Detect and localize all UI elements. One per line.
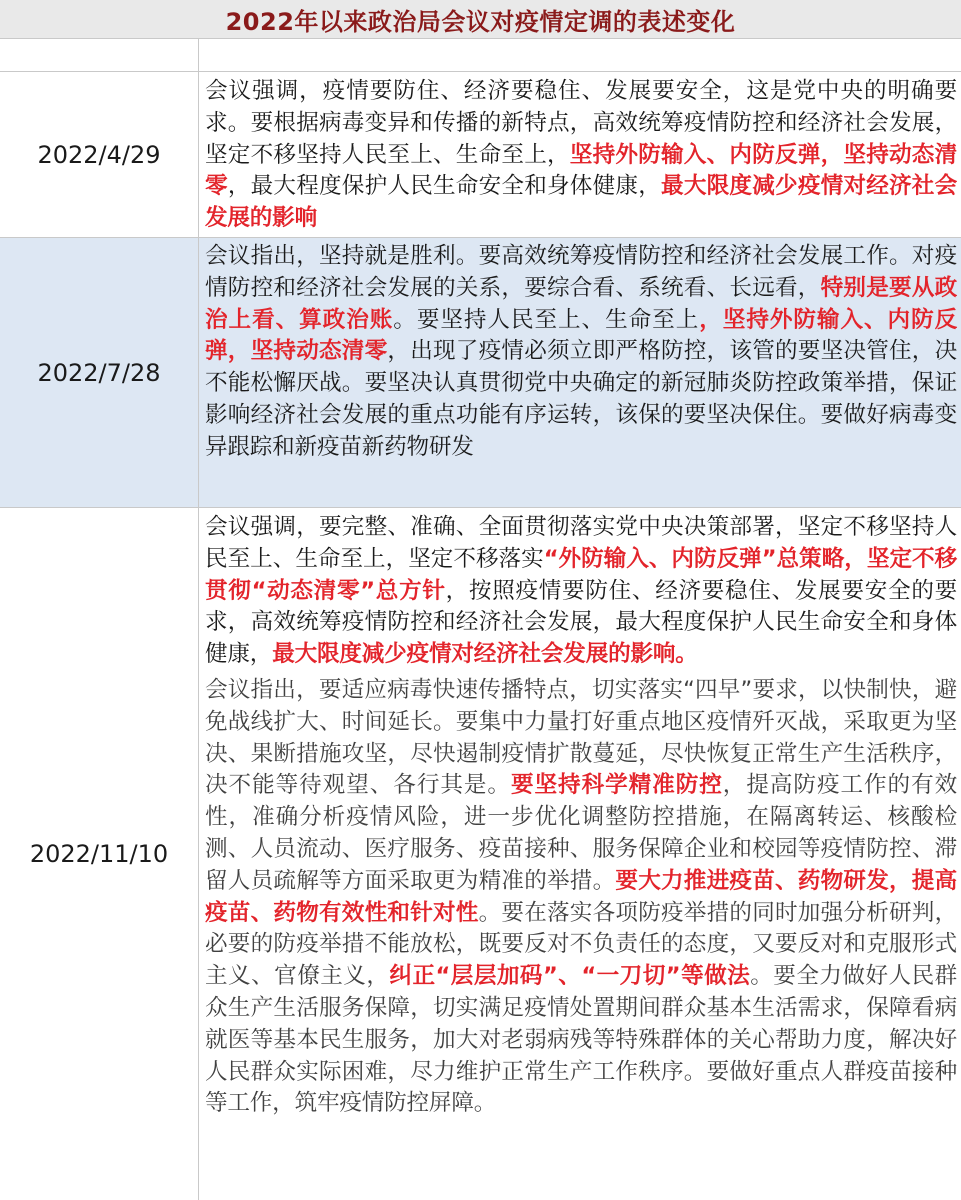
highlighted-text: 坚持外防输入、内防反弹，坚持动态清零 [205, 141, 957, 200]
highlighted-text: 纠正“层层加码”、“一刀切”等做法 [389, 963, 751, 990]
highlighted-text: 特别是要从政治上看、算政治账 [205, 274, 957, 333]
date-cell: 2022/7/28 [0, 238, 199, 507]
empty-row [0, 38, 961, 72]
content-cell [200, 72, 961, 237]
body-text: 会议指出，坚持就是胜利。要高效统筹疫情防控和经济社会发展工作。对疫情防控和经济社会发展的关系，要综合看、系统看、长远看， [205, 243, 957, 301]
body-text: ，按照疫情要防住、经济要稳住、发展要安全的要求，高效统筹疫情防控和经济社会发展，最大程度保护人民生命安全和身体健康， [205, 577, 957, 668]
content-cell [200, 238, 961, 507]
body-text: ，提高防疫工作的有效性，准确分析疫情风险，进一步优化调整防控措施，在隔离转运、核酸检测、人员流动、医疗服务、疫苗接种、服务保障企业和校园等疫情防控、滞留人员疏解等方面采取更为精准的举措。 [205, 772, 958, 894]
body-text: 。要全力做好人民群众生产生活服务保障，切实满足疫情处置期间群众基本生活需求，保障看病就医等基本民生服务，加大对老弱病残等特殊群体的关心帮助力度，解决好人民群众实际困难，尽力维护正常生产工作秩序。要做好重点人群疫苗接种等工作，筑牢疫情防控屏障。 [205, 963, 958, 1117]
content-paragraph [205, 241, 957, 464]
table-row [0, 72, 961, 238]
highlighted-text: 最大限度减少疫情对经济社会发展的影响。 [272, 641, 698, 668]
body-text: 会议指出，要适应病毒快速传播特点，切实落实“四早”要求，以快制快，避免战线扩大、时间延长。要集中力量打好重点地区疫情歼灭战，采取更为坚决、果断措施攻坚，尽快遏制疫情扩散蔓延，尽快恢复正常生产生活秩序，决不能等待观望、各行其是。 [205, 676, 957, 799]
body-text: ，最大程度保护人民生命安全和身体健康， [227, 173, 662, 200]
body-text: ，出现了疫情必须立即严格防控，该管的要坚决管住，决不能松懈厌战。要坚决认真贯彻党中央确定的新冠肺炎防控政策举措，保证影响经济社会发展的重点功能有序运转，该保的要坚决保住。要做好病毒变异跟踪和新疫苗新药物研发 [205, 338, 957, 460]
highlighted-text: 要坚持科学精准防控 [510, 772, 723, 799]
body-text: 会议强调，疫情要防住、经济要稳住、发展要安全，这是党中央的明确要求。要根据病毒变异和传播的新特点，高效统筹疫情防控和经济社会发展，坚定不移坚持人民至上、生命至上， [205, 78, 957, 168]
body-text: 。要在落实各项防疫举措的同时加强分析研判，必要的防疫举措不能放松，既要反对不负责任的态度，又要反对和克服形式主义、官僚主义， [205, 899, 957, 990]
body-text: 。要坚持人民至上、生命至上 [393, 306, 700, 333]
content-paragraph [205, 512, 957, 671]
table-row [0, 238, 961, 508]
highlighted-text: 要大力推进疫苗、药物研发，提高疫苗、药物有效性和针对性 [205, 867, 957, 926]
date-cell: 2022/11/10 [0, 508, 199, 1200]
highlighted-text: “外防输入、内防反弹”总策略，坚定不移贯彻“动态清零”总方针 [205, 545, 958, 604]
table-header [0, 0, 961, 39]
date-cell: 2022/4/29 [0, 72, 199, 237]
highlighted-text: ，坚持外防输入、内防反弹，坚持动态清零 [205, 306, 957, 365]
body-text: 会议强调，要完整、准确、全面贯彻落实党中央决策部署，坚定不移坚持人民至上、生命至上，坚定不移落实 [205, 514, 957, 572]
table-row [0, 508, 961, 1200]
table-title: 2022年以来政治局会议对疫情定调的表述变化 [225, 7, 736, 36]
content-cell [200, 508, 961, 1200]
content-paragraph [205, 76, 957, 235]
empty-date-cell [0, 38, 199, 71]
content-paragraph [205, 675, 957, 1120]
highlighted-text: 最大限度减少疫情对经济社会发展的影响 [205, 173, 958, 232]
